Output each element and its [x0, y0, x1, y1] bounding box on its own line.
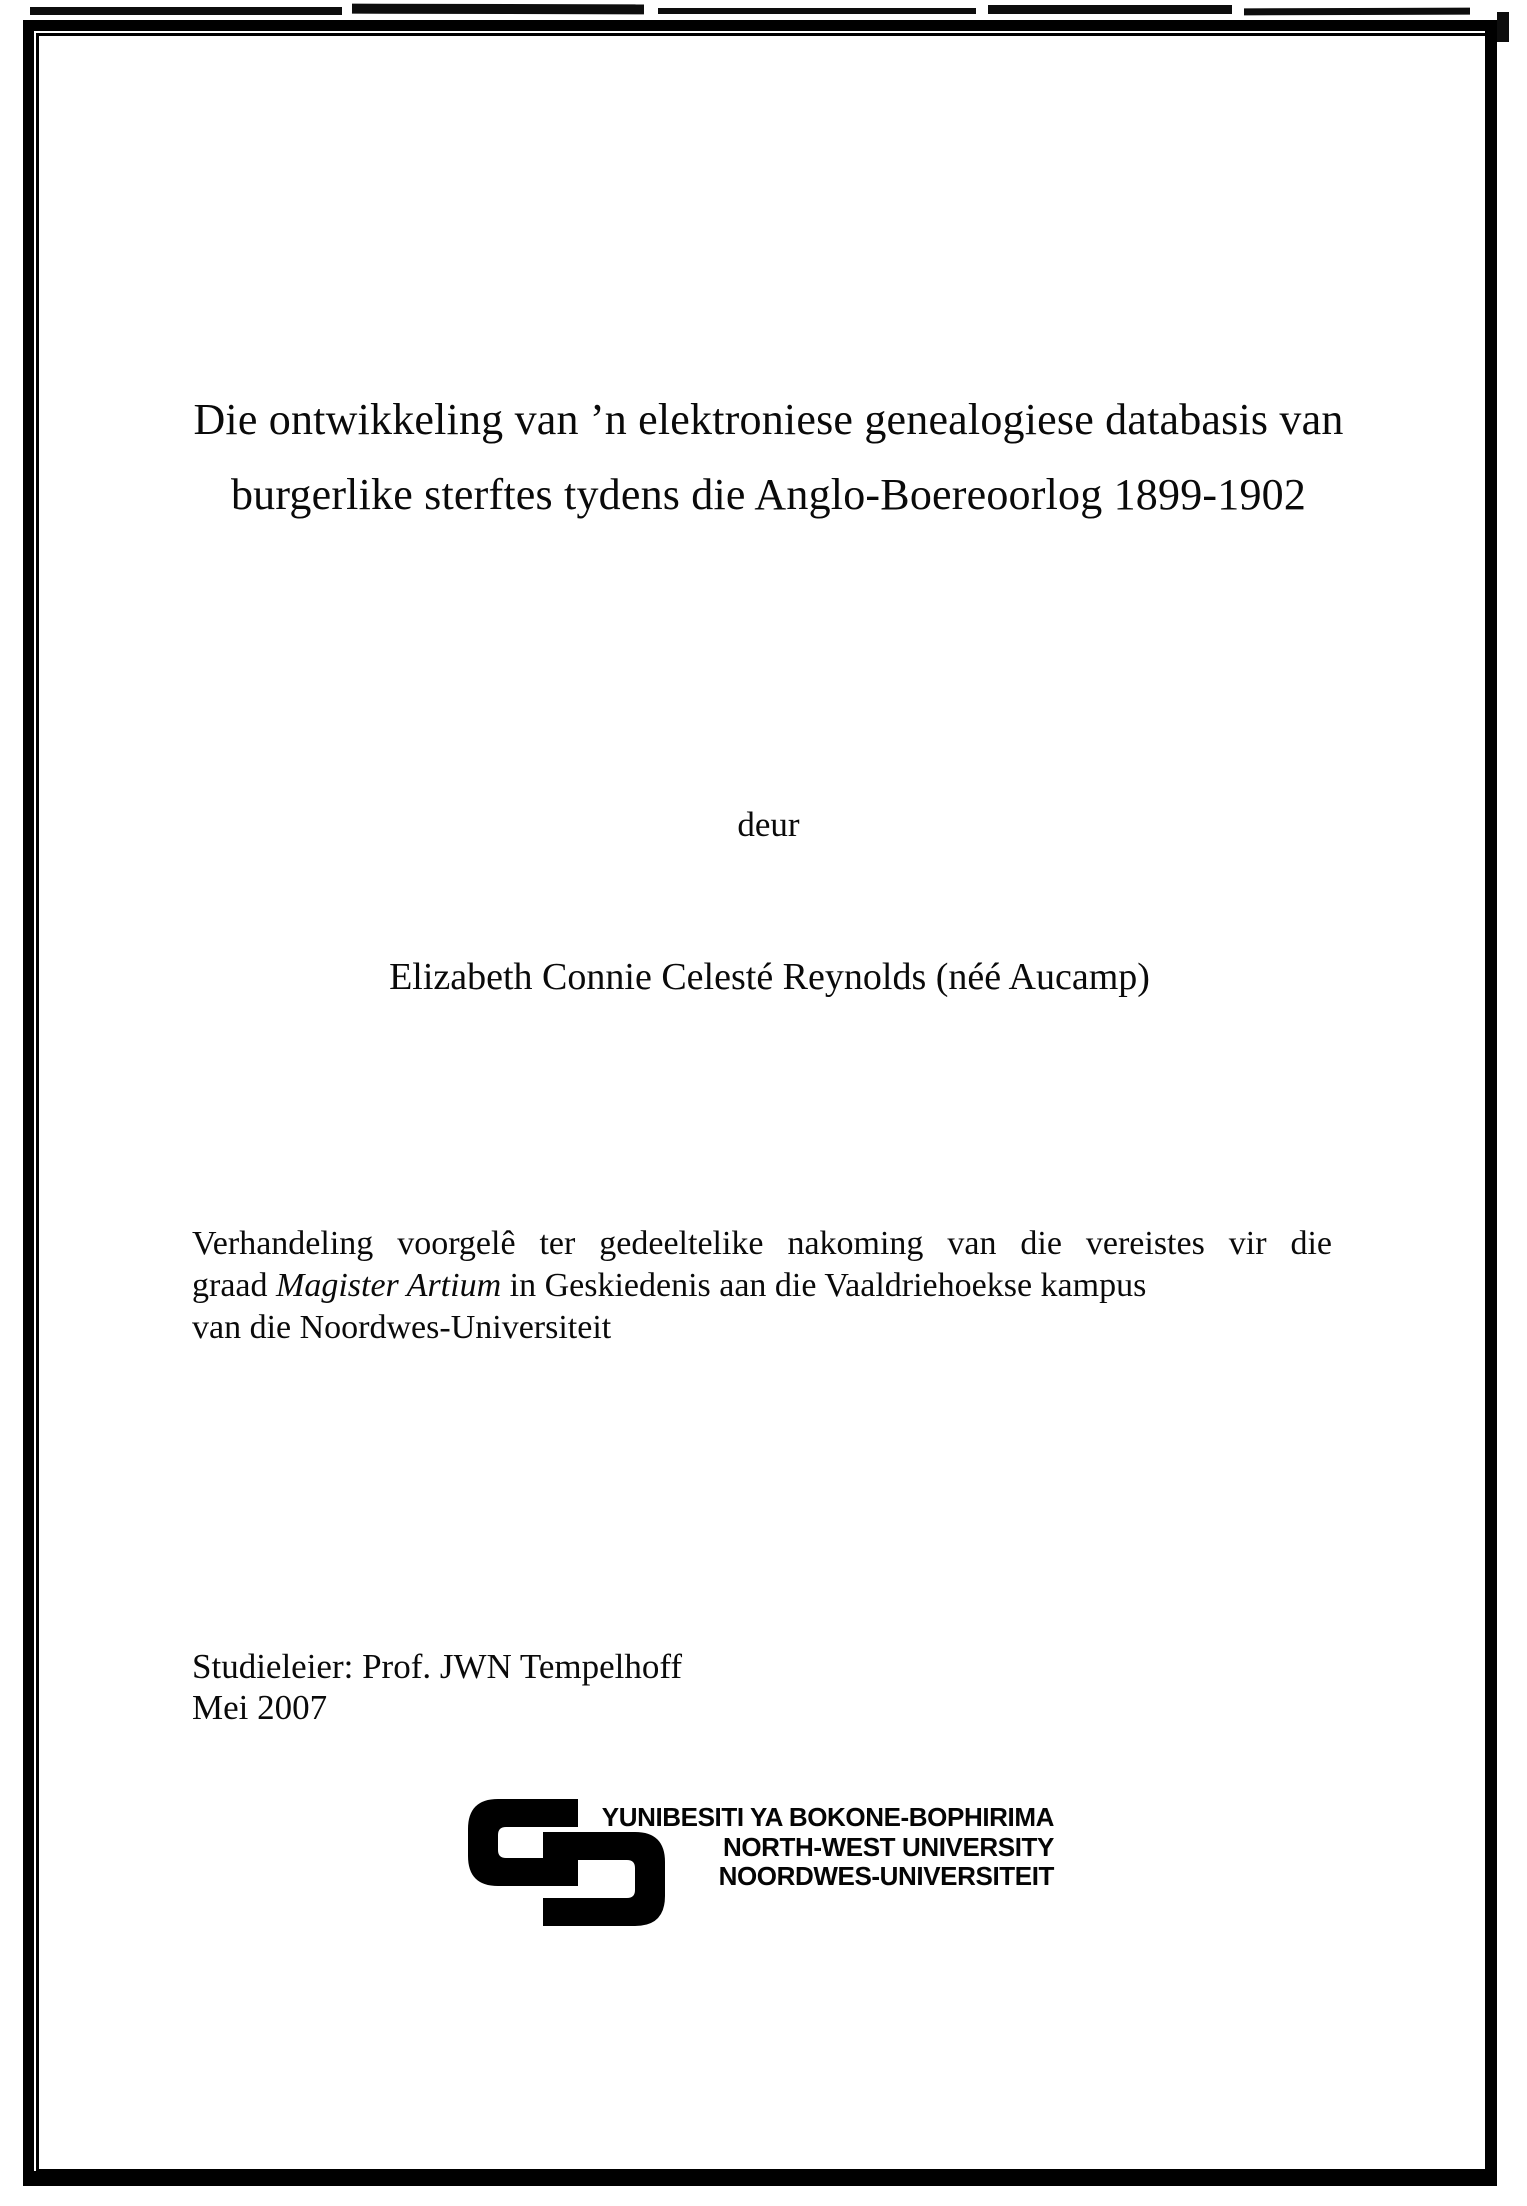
thesis-title [10, 395, 1527, 519]
scan-artifact-top [658, 8, 976, 14]
date-line: Mei 2007 [192, 1688, 328, 1727]
degree-statement-line2-prefix: graad [192, 1267, 277, 1304]
nwu-name-setswana: YUNIBESITI YA BOKONE-BOPHIRIMA [601, 1802, 1054, 1832]
scan-artifact-top [1244, 8, 1470, 16]
scan-artifact-top [988, 5, 1232, 14]
supervisor-block [192, 1646, 682, 1728]
degree-statement-line2-suffix: in Geskiedenis aan die Vaaldriehoekse kampus [501, 1267, 1147, 1304]
scan-artifact-top [352, 4, 644, 15]
nwu-logo-wordmark [560, 1803, 1054, 1892]
degree-statement [192, 1223, 1332, 1349]
scan-artifact-top-right [1497, 12, 1509, 42]
byline-deur: deur [737, 805, 800, 844]
scan-artifact-top [30, 7, 342, 15]
nwu-name-english: NORTH-WEST UNIVERSITY [722, 1831, 1054, 1862]
thesis-title-line1: Die ontwikkeling van ’n elektroniese genealogiese databasis van [193, 395, 1344, 444]
degree-statement-line1: Verhandeling voorgelê ter gedeeltelike nakoming van die vereistes vir die [192, 1225, 1332, 1262]
nwu-name-afrikaans: NOORDWES-UNIVERSITEIT [718, 1861, 1054, 1891]
degree-statement-line3: van die Noordwes-Universiteit [192, 1309, 612, 1346]
supervisor-line: Studieleier: Prof. JWN Tempelhoff [192, 1647, 683, 1686]
degree-name-italic: Magister Artium [276, 1267, 502, 1304]
thesis-title-line2: burgerlike sterftes tydens die Anglo-Boereoorlog 1899-1902 [230, 470, 1307, 519]
degree-statement-line2 [192, 1265, 1332, 1307]
author-name: Elizabeth Connie Celesté Reynolds (néé Aucamp) [389, 956, 1150, 998]
